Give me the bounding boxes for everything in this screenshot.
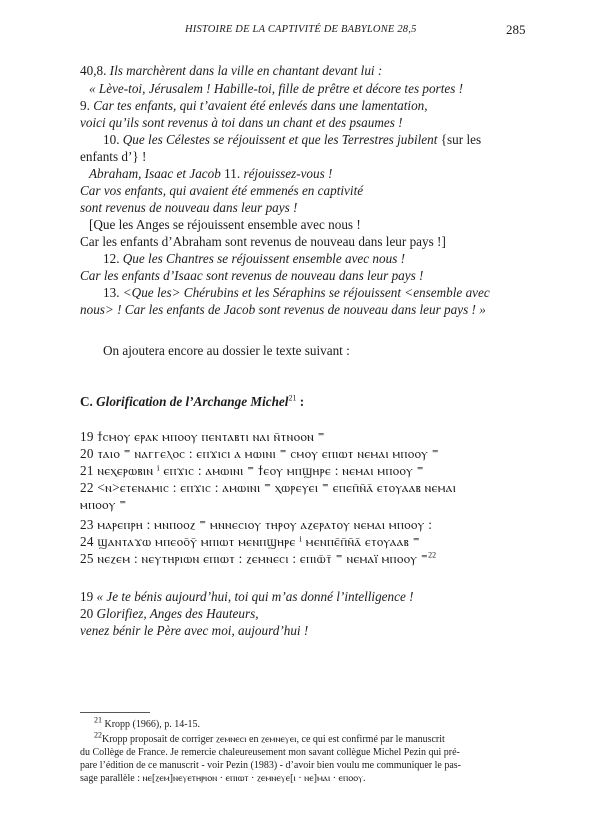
text-segment: 21 ⲛⲉⲭⲉⲣⲱⲃⲓⲛ ⁱ ⲉⲡϫⲓⲥ : ⲁⲙⲱⲓⲛⲓ ⁼ ϯⲉⲟⲩ ⲙⲡϣⲏⲣⲉ : ⲛⲉⲙⲁⲓ ⲙⲡⲟⲟⲩ ⁼	[80, 463, 424, 478]
text-segment: 24 ϣⲁⲛⲧⲁϫⲱ ⲙⲡⲉⲟⲟ̄ⲩ̄ ⲙⲡⲓⲱⲧ ⲙⲉⲛⲡϣⲏⲣⲉ ⁱ ⲙⲉⲛⲡⲉ̄ⲡ̄ⲛ̄ⲁ̄ ⲉⲧⲟⲩⲁⲁⲃ ⁼	[80, 534, 420, 549]
text-segment: Abraham, Isaac et Jacob	[89, 166, 221, 181]
text-line	[80, 533, 420, 550]
text-segment: « Je te bénis aujourd’hui, toi qui m’as donné l’intelligence !	[96, 589, 414, 604]
text-segment: 20	[80, 606, 97, 621]
footnote-rule	[80, 712, 150, 713]
text-line	[80, 605, 259, 622]
running-header	[0, 22, 606, 40]
running-title: HISTOIRE DE LA CAPTIVITÉ DE BABYLONE 28,5	[185, 24, 417, 35]
text-segment: <Que les>	[122, 285, 181, 300]
text-segment: ⲙⲡⲟⲟⲩ ⁼	[80, 497, 127, 512]
text-line	[80, 301, 486, 318]
text-line	[103, 250, 405, 267]
text-segment: « Lève-toi, Jérusalem ! Habille-toi, fille de prêtre et décore tes portes !	[89, 81, 464, 96]
text-segment: Kropp (1966), p. 14-15.	[102, 719, 201, 730]
footnote-line	[94, 730, 445, 746]
text-line	[103, 284, 490, 301]
text-segment: 10.	[103, 132, 123, 147]
text-line	[80, 148, 146, 165]
text-segment: pare l’édition de ce manuscrit - voir Pezin (1983) - d’avoir bien voulu me communiquer le pas-	[80, 760, 461, 771]
text-segment: C.	[80, 394, 97, 409]
text-line	[80, 62, 382, 79]
text-line	[80, 516, 432, 533]
text-segment: Chérubins et les Séraphins se réjouissent <ensemble avec	[183, 285, 490, 300]
text-segment: réjouissez-vous !	[243, 166, 333, 181]
text-segment: 13.	[103, 285, 123, 300]
text-segment: sont revenus de nouveau dans leur pays !	[80, 200, 298, 215]
text-segment: 12.	[103, 251, 123, 266]
text-segment: nous> ! Car les enfants de Jacob sont revenus de nouveau dans leur pays ! »	[80, 302, 486, 317]
text-line	[80, 496, 127, 513]
text-segment: 20 ⲧⲁⲓⲟ ⁼ ⲛⲁⲅⲅⲉⲗⲟⲥ : ⲉⲡϫⲓⲥⲓ ⲁ ⲙⲱⲓⲛⲓ ⁼ ⲥⲙⲟⲩ ⲉⲡⲓⲱⲧ ⲛⲉⲙⲁⲓ ⲙⲡⲟⲟⲩ ⁼	[80, 446, 440, 461]
text-segment: Kropp proposait de corriger ⲍⲉⲙⲛⲉⲥⲓ en ⲍⲉⲙⲛⲉⲩⲉⲓ, ce qui est confirmé par le manuscrit	[102, 734, 445, 745]
text-segment: Car tes enfants, qui t’avaient été enlevés dans une lamentation,	[93, 98, 428, 113]
text-line	[80, 182, 363, 199]
footnote-line	[94, 715, 201, 731]
text-line	[80, 199, 297, 216]
text-segment: enfants d’} !	[80, 149, 147, 164]
text-segment: du Collège de France. Je remercie chaleureusement mon savant collègue Michel Pezin qui pré-	[80, 747, 460, 758]
text-segment: voici qu’ils sont revenus à toi dans un chant et des psaumes !	[80, 115, 403, 130]
text-segment: {sur les	[437, 132, 482, 147]
text-segment: Que les Chantres se réjouissent ensemble avec nous !	[122, 251, 406, 266]
text-segment: 9.	[80, 98, 94, 113]
text-line	[89, 80, 463, 97]
text-line	[103, 342, 350, 359]
text-segment: 21	[288, 393, 297, 403]
text-segment: 25 ⲛⲉⲍⲉⲙ : ⲛⲉⲩⲧⲏⲣⲓⲱⲛ ⲉⲡⲓⲱⲧ : ⲍⲉⲙⲛⲉⲥⲓ : ⲉⲡⲓⲱ̄ⲧ̄ ⁼ ⲛⲉⲙⲁⲓ̈ ⲙⲡⲟⲟⲩ ⁼	[80, 551, 429, 566]
text-segment: Car les enfants d’Abraham sont revenus de nouveau dans leur pays !]	[80, 234, 446, 249]
text-segment: 11.	[220, 166, 244, 181]
text-line	[80, 267, 423, 284]
text-line	[103, 131, 481, 148]
text-segment: Car vos enfants, qui avaient été emmenés en captivité	[80, 183, 364, 198]
text-segment: 22 <ⲛ>ⲉⲧⲉⲛⲁⲙⲓⲥ : ⲉⲡϫⲓⲥ : ⲁⲙⲱⲓⲛⲓ ⁼ ⲭⲱⲣⲉⲩⲉⲓ ⁼ ⲉⲡⲉⲡ̄ⲛ̄ⲁ̄ ⲉⲧⲟⲩⲁⲁⲃ ⲛⲉⲙⲁⲓ	[80, 480, 457, 495]
text-segment: 23 ⲙⲁⲣⲉⲡⲣⲏ : ⲙⲛⲡⲟⲟⲍ ⁼ ⲙⲛⲛⲉⲥⲓⲟⲩ ⲧⲏⲣⲟⲩ ⲁⲍⲉⲣⲁⲧⲟⲩ ⲛⲉⲙⲁⲓ ⲙⲡⲟⲟⲩ :	[80, 517, 433, 532]
text-line	[80, 114, 403, 131]
page-number: 285	[506, 22, 526, 37]
text-segment: Glorifiez, Anges des Hauteurs,	[96, 606, 259, 621]
text-line	[89, 216, 361, 233]
text-line	[80, 588, 414, 605]
text-segment: 22	[428, 550, 437, 560]
text-segment: 19 ϯⲥⲙⲟⲩ ⲉⲣⲁⲕ ⲙⲡⲟⲟⲩ ⲡⲉⲛⲧⲁⲃⲧⲓ ⲛⲁⲓ ⲛ̄ⲧⲛⲟⲟⲛ ⁼	[80, 429, 325, 444]
text-segment: venez bénir le Père avec moi, aujourd’hui !	[80, 623, 309, 638]
text-line	[80, 479, 456, 496]
text-segment: Car les enfants d’Isaac sont revenus de nouveau dans leur pays !	[80, 268, 424, 283]
text-segment: Ils marchèrent dans la ville en chantant devant lui :	[109, 63, 383, 78]
footnote-line	[80, 772, 366, 785]
text-line	[89, 165, 332, 182]
text-line	[80, 622, 308, 639]
text-line	[80, 428, 325, 445]
text-line	[80, 462, 424, 479]
text-segment: 19	[80, 589, 97, 604]
text-segment: 22	[94, 730, 102, 740]
footnote-line	[80, 746, 460, 759]
text-line	[80, 97, 428, 114]
text-segment: [Que les Anges se réjouissent ensemble avec nous !	[89, 217, 361, 232]
text-segment: sage parallèle : ⲛⲉ[ⲍⲉⲙ]ⲛⲉⲩⲉⲧⲏⲣⲓⲟⲛ · ⲉⲡⲓⲱⲧ · ⲍⲉⲙⲛⲉⲩⲉ[ⲓ · ⲛⲉ]ⲙⲁⲓ · ⲉⲡⲟⲟⲩ.	[80, 773, 366, 784]
text-line	[80, 393, 304, 410]
text-segment: :	[296, 394, 305, 409]
text-line	[80, 550, 436, 567]
text-segment: 40,8.	[80, 63, 110, 78]
text-segment: 21	[94, 715, 102, 725]
footnote-line	[80, 759, 461, 772]
text-segment: Glorification de l’Archange Michel	[96, 394, 289, 409]
text-line	[80, 445, 439, 462]
text-line	[80, 233, 446, 250]
text-segment: On ajoutera encore au dossier le texte suivant :	[103, 343, 350, 358]
text-segment: Que les Célestes se réjouissent et que les Terrestres jubilent	[122, 132, 438, 147]
